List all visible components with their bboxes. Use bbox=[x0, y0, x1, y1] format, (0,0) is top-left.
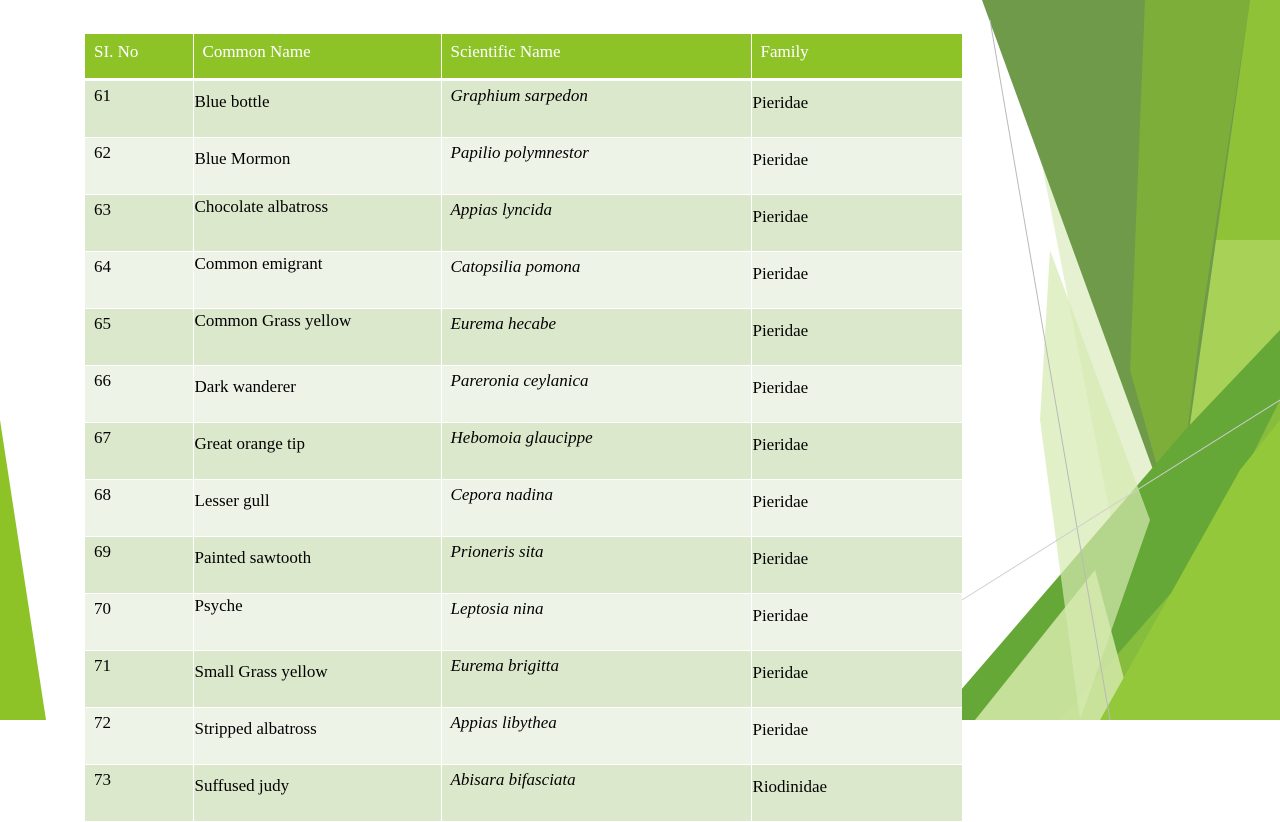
table-row bbox=[85, 195, 962, 252]
cell-family: Pieridae bbox=[751, 366, 962, 423]
table-row bbox=[85, 80, 962, 138]
cell-family: Riodinidae bbox=[751, 765, 962, 822]
cell-scientific-name: Leptosia nina bbox=[441, 594, 751, 651]
cell-si-no: 66 bbox=[85, 366, 193, 423]
cell-common-name: Suffused judy bbox=[193, 765, 441, 822]
cell-si-no: 73 bbox=[85, 765, 193, 822]
cell-scientific-name: Eurema hecabe bbox=[441, 309, 751, 366]
cell-common-name: Lesser gull bbox=[193, 480, 441, 537]
cell-scientific-name: Eurema brigitta bbox=[441, 651, 751, 708]
cell-si-no: 62 bbox=[85, 138, 193, 195]
table-header-row bbox=[85, 34, 962, 80]
cell-si-no: 63 bbox=[85, 195, 193, 252]
cell-si-no: 67 bbox=[85, 423, 193, 480]
cell-common-name: Great orange tip bbox=[193, 423, 441, 480]
cell-si-no: 70 bbox=[85, 594, 193, 651]
table-row bbox=[85, 138, 962, 195]
header-common-name: Common Name bbox=[193, 34, 441, 80]
left-edge-triangle bbox=[0, 420, 46, 720]
cell-scientific-name: Papilio polymnestor bbox=[441, 138, 751, 195]
cell-si-no: 61 bbox=[85, 80, 193, 138]
cell-scientific-name: Catopsilia pomona bbox=[441, 252, 751, 309]
cell-common-name: Common emigrant bbox=[193, 252, 441, 309]
cell-common-name: Common Grass yellow bbox=[193, 309, 441, 366]
cell-family: Pieridae bbox=[751, 651, 962, 708]
table-row bbox=[85, 366, 962, 423]
species-table bbox=[85, 34, 962, 822]
table-row bbox=[85, 765, 962, 822]
cell-scientific-name: Abisara bifasciata bbox=[441, 765, 751, 822]
cell-scientific-name: Cepora nadina bbox=[441, 480, 751, 537]
cell-si-no: 71 bbox=[85, 651, 193, 708]
cell-family: Pieridae bbox=[751, 252, 962, 309]
cell-family: Pieridae bbox=[751, 80, 962, 138]
cell-si-no: 69 bbox=[85, 537, 193, 594]
cell-family: Pieridae bbox=[751, 594, 962, 651]
cell-family: Pieridae bbox=[751, 423, 962, 480]
cell-common-name: Blue bottle bbox=[193, 80, 441, 138]
cell-scientific-name: Appias libythea bbox=[441, 708, 751, 765]
cell-si-no: 65 bbox=[85, 309, 193, 366]
cell-scientific-name: Hebomoia glaucippe bbox=[441, 423, 751, 480]
cell-common-name: Painted sawtooth bbox=[193, 537, 441, 594]
table-row bbox=[85, 708, 962, 765]
table-row bbox=[85, 594, 962, 651]
cell-family: Pieridae bbox=[751, 138, 962, 195]
header-family: Family bbox=[751, 34, 962, 80]
cell-family: Pieridae bbox=[751, 708, 962, 765]
cell-scientific-name: Appias lyncida bbox=[441, 195, 751, 252]
cell-common-name: Psyche bbox=[193, 594, 441, 651]
cell-common-name: Stripped albatross bbox=[193, 708, 441, 765]
cell-si-no: 68 bbox=[85, 480, 193, 537]
cell-scientific-name: Graphium sarpedon bbox=[441, 80, 751, 138]
cell-common-name: Dark wanderer bbox=[193, 366, 441, 423]
cell-common-name: Chocolate albatross bbox=[193, 195, 441, 252]
cell-si-no: 64 bbox=[85, 252, 193, 309]
table-row bbox=[85, 480, 962, 537]
cell-family: Pieridae bbox=[751, 195, 962, 252]
cell-family: Pieridae bbox=[751, 309, 962, 366]
header-scientific-name: Scientific Name bbox=[441, 34, 751, 80]
cell-common-name: Small Grass yellow bbox=[193, 651, 441, 708]
cell-scientific-name: Pareronia ceylanica bbox=[441, 366, 751, 423]
table-row bbox=[85, 252, 962, 309]
cell-scientific-name: Prioneris sita bbox=[441, 537, 751, 594]
table-row bbox=[85, 423, 962, 480]
table-row bbox=[85, 651, 962, 708]
cell-family: Pieridae bbox=[751, 537, 962, 594]
cell-family: Pieridae bbox=[751, 480, 962, 537]
cell-si-no: 72 bbox=[85, 708, 193, 765]
table-row bbox=[85, 537, 962, 594]
table-row bbox=[85, 309, 962, 366]
cell-common-name: Blue Mormon bbox=[193, 138, 441, 195]
header-si-no: SI. No bbox=[85, 34, 193, 80]
